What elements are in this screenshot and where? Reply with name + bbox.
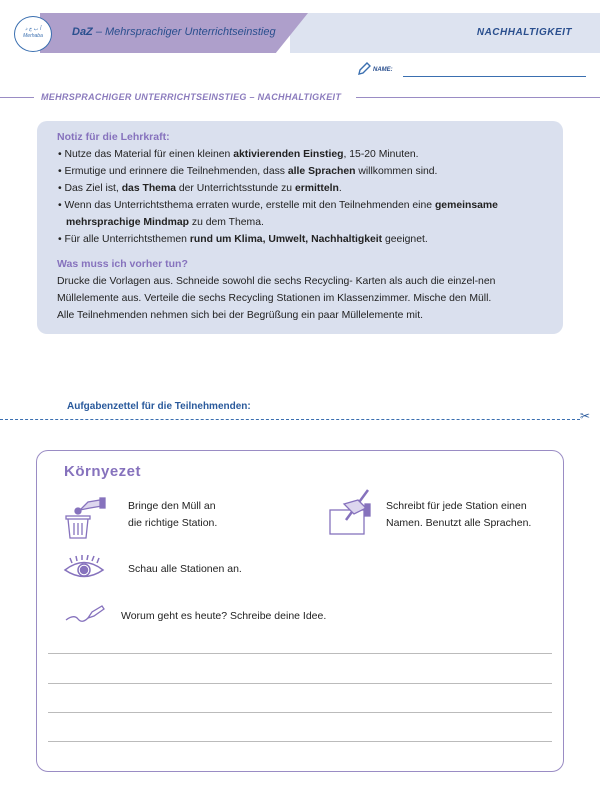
name-label: NAME: bbox=[373, 67, 393, 73]
task-sheet-label: Aufgabenzettel für die Teilnehmenden: bbox=[67, 401, 251, 412]
prep-text: Drucke die Vorlagen aus. Schneide sowohl die sechs Recycling- Karten als auch die einzel-nen Müllelemente aus. Verteile die sechs Recycling Stationen im Klassenzimmer. Mische den Müll. Alle Teilnehmenden nehmen sich bei der Begrüßung ein paar Müllelemente mit. bbox=[57, 276, 496, 321]
note-bullet: • Für alle Unterrichtsthemen rund um Klima, Umwelt, Nachhaltigkeit geeignet. bbox=[58, 234, 428, 245]
logo: أ ب ج د Merhaba bbox=[14, 16, 52, 52]
task-text: Schreibt für jede Station einen Namen. Benutzt alle Sprachen. bbox=[386, 500, 532, 529]
header-title: DaZ – Mehrsprachiger Unterrichtseinstieg bbox=[72, 26, 276, 38]
note-bullet: • Das Ziel ist, das Thema der Unterrichtsstunde zu ermitteln. bbox=[58, 183, 342, 194]
eye-icon bbox=[63, 555, 105, 581]
writing-line[interactable] bbox=[48, 683, 552, 684]
header-topic: NACHHALTIGKEIT bbox=[476, 27, 572, 38]
writing-hand-icon bbox=[328, 488, 374, 536]
pencil-icon bbox=[64, 604, 106, 624]
scissors-icon: ✂ bbox=[580, 409, 591, 423]
writing-line[interactable] bbox=[48, 712, 552, 713]
note-bullet: • Ermutige und erinnere die Teilnehmenden, dass alle Sprachen willkommen sind. bbox=[58, 166, 438, 177]
writing-line[interactable] bbox=[48, 741, 552, 742]
note-bullet: • Nutze das Material für einen kleinen aktivierenden Einstieg, 15-20 Minuten. bbox=[58, 149, 419, 160]
prep-heading: Was muss ich vorher tun? bbox=[57, 258, 188, 270]
note-bullet: • Wenn das Unterrichtsthema erraten wurde, erstelle mit den Teilnehmenden eine gemeinsame mehrsprachige Mindmap zu dem Thema. bbox=[58, 200, 498, 228]
teacher-note bbox=[37, 121, 563, 334]
task-text: Schau alle Stationen an. bbox=[128, 563, 242, 575]
section-title: MEHRSPRACHIGER UNTERRICHTSEINSTIEG – NACHHALTIGKEIT bbox=[41, 92, 342, 102]
pencil-icon bbox=[357, 62, 371, 76]
cut-line bbox=[0, 419, 580, 420]
task-text: Bringe den Müll an die richtige Station. bbox=[128, 500, 218, 529]
task-text: Worum geht es heute? Schreibe deine Idee. bbox=[121, 610, 327, 622]
name-field[interactable] bbox=[403, 76, 586, 77]
writing-line[interactable] bbox=[48, 653, 552, 654]
trash-bin-icon bbox=[62, 496, 108, 540]
divider bbox=[356, 97, 600, 98]
card-title: Környezet bbox=[64, 463, 142, 480]
divider bbox=[0, 97, 34, 98]
note-heading: Notiz für die Lehrkraft: bbox=[57, 131, 170, 143]
